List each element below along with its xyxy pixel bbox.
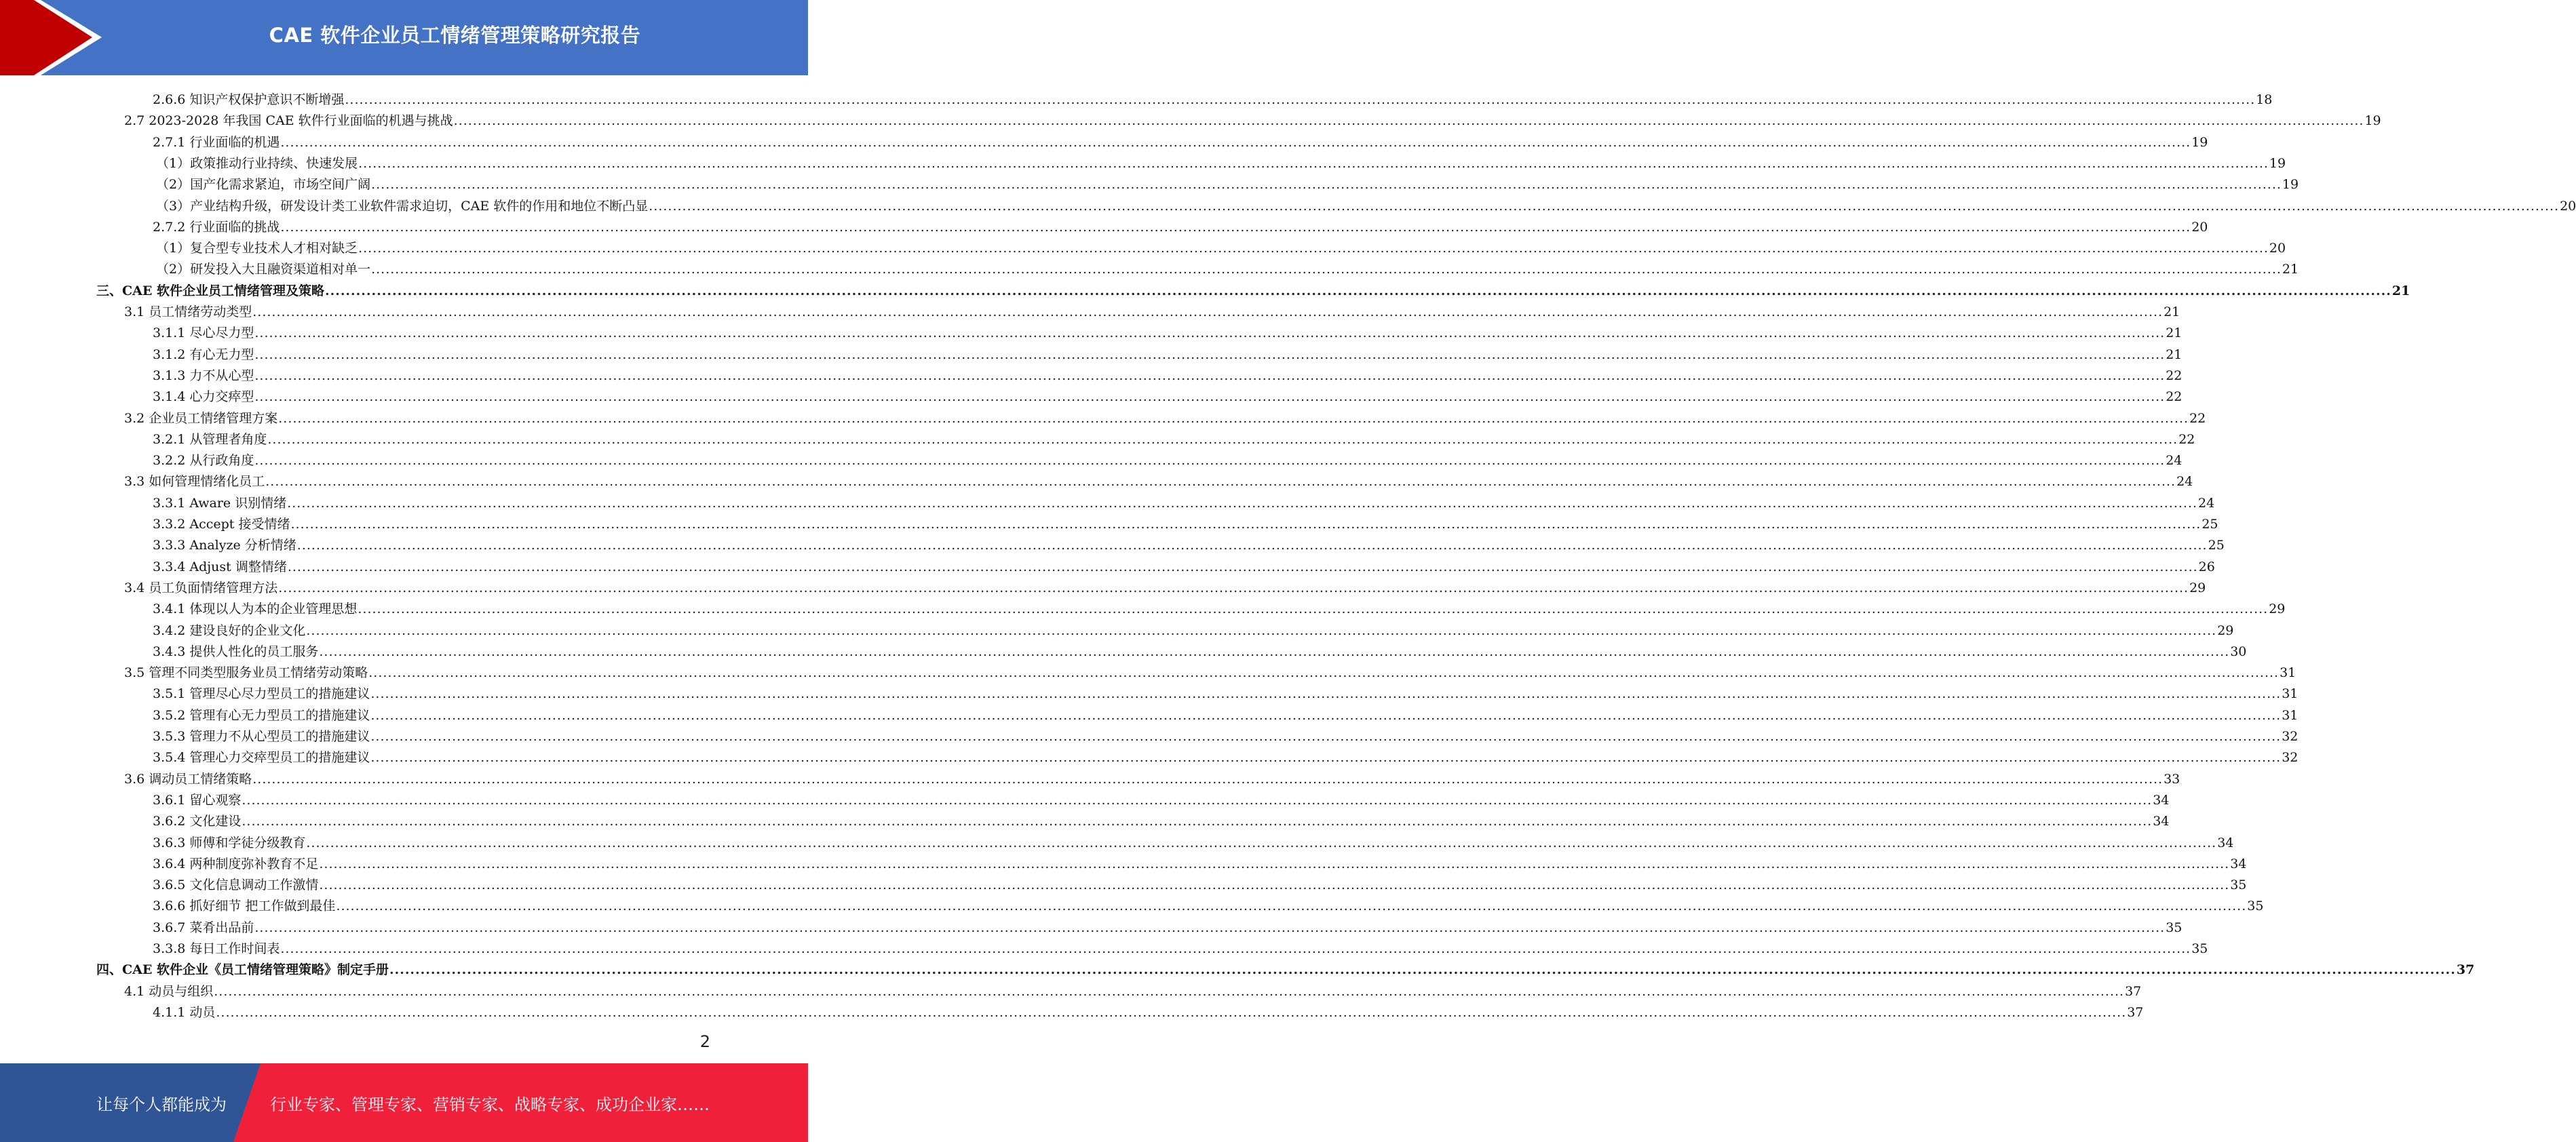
toc-entry-page: 22 [2189, 410, 2206, 426]
toc-entry-page: 29 [2189, 580, 2206, 595]
toc-entry[interactable] [156, 150, 2286, 171]
toc-entry-title: 2.7 2023-2028 年我国 CAE 软件行业面临的机遇与挑战 [124, 113, 453, 129]
toc-entry-title: 3.5.2 管理有心无力型员工的措施建议 [153, 707, 370, 723]
toc-leader-dots: ................................................................................................................................................................................................................................................................................................................................................................................................................ [370, 686, 2282, 702]
toc-entry-title: 3.5.1 管理尽心尽力型员工的措施建议 [153, 686, 370, 702]
toc-leader-dots: ................................................................................................................................................................................................................................................................................................................................................................................................................ [345, 92, 2256, 107]
toc-leader-dots: ................................................................................................................................................................................................................................................................................................................................................................................................................ [214, 983, 2125, 999]
toc-leader-dots: ................................................................................................................................................................................................................................................................................................................................................................................................................ [370, 707, 2282, 723]
toc-entry[interactable] [153, 447, 2183, 469]
toc-entry[interactable] [153, 341, 2183, 362]
toc-entry-title: 四、CAE 软件企业《员工情绪管理策略》制定手册 [96, 962, 389, 978]
toc-entry-title: 3.3.1 Aware 识别情绪 [153, 495, 287, 511]
toc-leader-dots: ................................................................................................................................................................................................................................................................................................................................................................................................................ [254, 368, 2166, 383]
toc-entry[interactable] [153, 871, 2247, 893]
toc-entry-page: 35 [2166, 920, 2183, 935]
toc-entry[interactable] [153, 595, 2286, 617]
toc-entry-page: 21 [2164, 304, 2180, 319]
page-number: 2 [699, 1032, 710, 1051]
toc-entry[interactable] [124, 468, 2193, 490]
toc-entry-page: 31 [2282, 707, 2299, 723]
toc-leader-dots: ................................................................................................................................................................................................................................................................................................................................................................................................................ [267, 431, 2178, 447]
toc-leader-dots: ................................................................................................................................................................................................................................................................................................................................................................................................................ [319, 644, 2230, 659]
chevron-arrow-icon [0, 0, 109, 75]
toc-entry[interactable] [124, 405, 2206, 426]
toc-entry-title: 3.1 员工情绪劳动类型 [124, 304, 252, 319]
footer-slogan-right: 行业专家、管理专家、营销专家、战略专家、成功企业家…… [270, 1095, 710, 1114]
toc-entry-page: 19 [2269, 155, 2286, 171]
toc-leader-dots: ................................................................................................................................................................................................................................................................................................................................................................................................................ [371, 262, 2282, 277]
toc-entry-title: 3.6.7 菜肴出品前 [153, 920, 254, 935]
toc-leader-dots: ................................................................................................................................................................................................................................................................................................................................................................................................................ [290, 517, 2202, 532]
toc-entry[interactable] [153, 383, 2183, 405]
toc-entry-title: 4.1.1 动员 [153, 1004, 216, 1020]
toc-entry-title: 3.3.3 Analyze 分析情绪 [153, 538, 296, 553]
toc-entry[interactable] [153, 892, 2264, 914]
toc-entry-page: 34 [2153, 814, 2170, 829]
toc-entry[interactable] [153, 850, 2247, 871]
toc-entry-page: 31 [2282, 686, 2299, 702]
toc-entry[interactable] [153, 702, 2299, 723]
toc-entry-title: 3.3.8 每日工作时间表 [153, 941, 280, 956]
toc-entry[interactable] [156, 256, 2299, 277]
toc-entry-page: 34 [2230, 856, 2247, 871]
toc-entry[interactable] [153, 914, 2183, 935]
toc-entry[interactable] [124, 766, 2180, 787]
toc-entry-page: 21 [2166, 326, 2183, 341]
toc-entry[interactable] [153, 129, 2208, 150]
toc-entry-title: 3.1.2 有心无力型 [153, 347, 254, 362]
toc-entry[interactable] [153, 744, 2299, 766]
toc-entry-page: 32 [2282, 729, 2299, 744]
toc-entry-page: 22 [2166, 368, 2183, 383]
toc-leader-dots: ................................................................................................................................................................................................................................................................................................................................................................................................................ [278, 410, 2189, 426]
toc-entry-page: 37 [2127, 1004, 2144, 1020]
toc-leader-dots: ................................................................................................................................................................................................................................................................................................................................................................................................................ [306, 835, 2217, 850]
toc-entry[interactable] [153, 617, 2234, 638]
toc-entry-page: 24 [2176, 474, 2193, 490]
toc-entry-title: 3.4 员工负面情绪管理方法 [124, 580, 278, 595]
toc-entry-page: 19 [2364, 113, 2381, 129]
toc-entry[interactable] [153, 680, 2299, 702]
toc-leader-dots: ................................................................................................................................................................................................................................................................................................................................................................................................................ [319, 856, 2230, 871]
toc-leader-dots: ................................................................................................................................................................................................................................................................................................................................................................................................................ [287, 559, 2198, 574]
toc-entry-page: 21 [2166, 347, 2183, 362]
toc-entry-page: 24 [2166, 453, 2183, 469]
toc-entry-title: 3.4.1 体现以人为本的企业管理思想 [153, 602, 358, 617]
toc-leader-dots: ................................................................................................................................................................................................................................................................................................................................................................................................................ [252, 304, 2164, 319]
toc-entry[interactable] [156, 235, 2286, 256]
toc-leader-dots: ................................................................................................................................................................................................................................................................................................................................................................................................................ [324, 283, 2391, 298]
toc-entry[interactable] [156, 171, 2299, 193]
toc-leader-dots: ................................................................................................................................................................................................................................................................................................................................................................................................................ [280, 941, 2191, 956]
toc-entry-title: 2.7.1 行业面临的机遇 [153, 134, 280, 150]
toc-entry-title: 3.3.2 Accept 接受情绪 [153, 517, 290, 532]
toc-entry-title: 3.5.3 管理力不从心型员工的措施建议 [153, 729, 370, 744]
toc-leader-dots: ................................................................................................................................................................................................................................................................................................................................................................................................................ [649, 198, 2560, 214]
toc-entry-page: 34 [2217, 835, 2234, 850]
toc-entry-title: 3.6.6 抓好细节 把工作做到最佳 [153, 899, 336, 914]
toc-leader-dots: ................................................................................................................................................................................................................................................................................................................................................................................................................ [254, 389, 2166, 405]
toc-leader-dots: ................................................................................................................................................................................................................................................................................................................................................................................................................ [254, 453, 2166, 469]
toc-leader-dots: ................................................................................................................................................................................................................................................................................................................................................................................................................ [280, 219, 2191, 235]
toc-entry[interactable] [153, 362, 2183, 383]
toc-entry-title: （2）研发投入大且融资渠道相对单一 [156, 262, 371, 277]
toc-entry-title: （2）国产化需求紧迫，市场空间广阔 [156, 177, 371, 193]
toc-entry[interactable] [96, 277, 2410, 298]
toc-entry-page: 37 [2456, 962, 2475, 978]
toc-leader-dots: ................................................................................................................................................................................................................................................................................................................................................................................................................ [370, 750, 2282, 766]
toc-entry-title: 3.6.1 留心观察 [153, 792, 242, 808]
footer-slogan-left: 让每个人都能成为 [96, 1095, 227, 1114]
toc-entry-page: 30 [2230, 644, 2247, 659]
toc-entry-page: 25 [2208, 538, 2225, 553]
toc-entry-title: 3.4.2 建设良好的企业文化 [153, 623, 306, 638]
toc-entry-page: 19 [2191, 134, 2208, 150]
toc-entry-page: 22 [2178, 431, 2195, 447]
toc-leader-dots: ................................................................................................................................................................................................................................................................................................................................................................................................................ [319, 878, 2230, 893]
toc-entry-page: 25 [2202, 517, 2218, 532]
toc-entry[interactable] [153, 86, 2273, 107]
toc-entry-page: 24 [2198, 495, 2215, 511]
toc-entry-page: 20 [2560, 198, 2576, 214]
toc-entry-title: 3.2 企业员工情绪管理方案 [124, 410, 278, 426]
toc-leader-dots: ................................................................................................................................................................................................................................................................................................................................................................................................................ [368, 665, 2280, 681]
toc-entry[interactable] [124, 107, 2381, 129]
toc-leader-dots: ................................................................................................................................................................................................................................................................................................................................................................................................................ [278, 580, 2189, 595]
toc-entry-page: 29 [2269, 602, 2286, 617]
toc-entry[interactable] [153, 319, 2183, 341]
toc-entry-title: 3.3.4 Adjust 调整情绪 [153, 559, 287, 574]
toc-leader-dots: ................................................................................................................................................................................................................................................................................................................................................................................................................ [254, 326, 2166, 341]
toc-entry-page: 32 [2282, 750, 2299, 766]
toc-entry-title: （1）复合型专业技术人才相对缺乏 [156, 241, 358, 256]
report-title: CAE 软件企业员工情绪管理策略研究报告 [269, 23, 641, 47]
toc-leader-dots: ................................................................................................................................................................................................................................................................................................................................................................................................................ [358, 241, 2269, 256]
toc-leader-dots: ................................................................................................................................................................................................................................................................................................................................................................................................................ [296, 538, 2208, 553]
toc-entry-page: 19 [2282, 177, 2299, 193]
toc-entry-page: 31 [2280, 665, 2296, 681]
toc-entry-title: 3.1.4 心力交瘁型 [153, 389, 254, 405]
toc-entry-title: （3）产业结构升级，研发设计类工业软件需求迫切，CAE 软件的作用和地位不断凸显 [156, 198, 649, 214]
toc-entry-title: 2.6.6 知识产权保护意识不断增强 [153, 92, 345, 107]
toc-entry-title: 3.5 管理不同类型服务业员工情绪劳动策略 [124, 665, 368, 681]
toc-entry-page: 22 [2166, 389, 2183, 405]
toc-entry-page: 26 [2198, 559, 2215, 574]
toc-entry[interactable] [153, 532, 2225, 553]
toc-entry[interactable] [153, 214, 2208, 235]
toc-leader-dots: ................................................................................................................................................................................................................................................................................................................................................................................................................ [453, 113, 2364, 129]
toc-entry-title: 3.5.4 管理心力交瘁型员工的措施建议 [153, 750, 370, 766]
toc-entry-page: 29 [2217, 623, 2234, 638]
toc-leader-dots: ................................................................................................................................................................................................................................................................................................................................................................................................................ [254, 347, 2166, 362]
toc-leader-dots: ................................................................................................................................................................................................................................................................................................................................................................................................................ [265, 474, 2176, 490]
toc-entry-title: 3.1.1 尽心尽力型 [153, 326, 254, 341]
toc-entry-title: 3.6.4 两种制度弥补教育不足 [153, 856, 319, 871]
toc-leader-dots: ................................................................................................................................................................................................................................................................................................................................................................................................................ [287, 495, 2198, 511]
toc-entry[interactable] [153, 426, 2195, 447]
toc-entry[interactable] [124, 978, 2142, 999]
toc-entry-page: 20 [2191, 219, 2208, 235]
toc-entry-title: 3.4.3 提供人性化的员工服务 [153, 644, 319, 659]
toc-entry-page: 35 [2230, 878, 2247, 893]
toc-entry[interactable] [124, 298, 2180, 319]
toc-leader-dots: ................................................................................................................................................................................................................................................................................................................................................................................................................ [306, 623, 2217, 638]
toc-entry-page: 21 [2391, 283, 2410, 298]
toc-entry[interactable] [153, 999, 2144, 1020]
toc-entry[interactable] [153, 638, 2247, 659]
toc-entry-page: 20 [2269, 241, 2286, 256]
page-header [0, 0, 808, 75]
toc-entry[interactable] [156, 193, 2576, 214]
toc-leader-dots: ................................................................................................................................................................................................................................................................................................................................................................................................................ [254, 920, 2166, 935]
toc-entry-page: 37 [2125, 983, 2142, 999]
toc-entry-title: 3.6.5 文化信息调动工作激情 [153, 878, 319, 893]
toc-entry[interactable] [153, 723, 2299, 744]
toc-entry[interactable] [96, 956, 2475, 978]
toc-leader-dots: ................................................................................................................................................................................................................................................................................................................................................................................................................ [389, 962, 2456, 978]
toc-entry-page: 18 [2256, 92, 2273, 107]
toc-entry[interactable] [153, 511, 2218, 532]
toc-entry-title: 2.7.2 行业面临的挑战 [153, 219, 280, 235]
toc-leader-dots: ................................................................................................................................................................................................................................................................................................................................................................................................................ [358, 602, 2269, 617]
toc-entry-title: 3.6.3 师傅和学徒分级教育 [153, 835, 306, 850]
toc-entry-title: 4.1 动员与组织 [124, 983, 214, 999]
toc-entry[interactable] [153, 808, 2170, 829]
toc-entry-page: 21 [2282, 262, 2299, 277]
toc-entry[interactable] [124, 659, 2296, 681]
toc-leader-dots: ................................................................................................................................................................................................................................................................................................................................................................................................................ [280, 134, 2191, 150]
toc-entry[interactable] [124, 574, 2206, 595]
toc-entry[interactable] [153, 553, 2215, 574]
toc-entry-page: 35 [2191, 941, 2208, 956]
toc-entry-page: 34 [2153, 792, 2170, 808]
toc-leader-dots: ................................................................................................................................................................................................................................................................................................................................................................................................................ [358, 155, 2269, 171]
toc-entry-title: 3.2.1 从管理者角度 [153, 431, 267, 447]
toc-entry-title: （1）政策推动行业持续、快速发展 [156, 155, 358, 171]
toc-leader-dots: ................................................................................................................................................................................................................................................................................................................................................................................................................ [242, 792, 2153, 808]
toc-leader-dots: ................................................................................................................................................................................................................................................................................................................................................................................................................ [216, 1004, 2127, 1020]
toc-entry[interactable] [153, 490, 2215, 511]
toc-leader-dots: ................................................................................................................................................................................................................................................................................................................................................................................................................ [252, 771, 2164, 787]
toc-entry-page: 35 [2247, 899, 2264, 914]
toc-entry-title: 3.1.3 力不从心型 [153, 368, 254, 383]
toc-leader-dots: ................................................................................................................................................................................................................................................................................................................................................................................................................ [242, 814, 2153, 829]
toc-entry-page: 33 [2164, 771, 2180, 787]
toc-entry[interactable] [153, 935, 2208, 956]
toc-entry-title: 3.3 如何管理情绪化员工 [124, 474, 265, 490]
toc-entry-title: 3.2.2 从行政角度 [153, 453, 254, 469]
toc-leader-dots: ................................................................................................................................................................................................................................................................................................................................................................................................................ [371, 177, 2282, 193]
toc-entry-title: 3.6.2 文化建设 [153, 814, 242, 829]
toc-entry[interactable] [153, 787, 2170, 808]
toc-entry-title: 3.6 调动员工情绪策略 [124, 771, 252, 787]
toc-entry[interactable] [153, 829, 2234, 850]
toc-leader-dots: ................................................................................................................................................................................................................................................................................................................................................................................................................ [370, 729, 2282, 744]
page-footer [0, 1063, 808, 1142]
toc-entry-title: 三、CAE 软件企业员工情绪管理及策略 [96, 283, 324, 298]
toc-leader-dots: ................................................................................................................................................................................................................................................................................................................................................................................................................ [336, 899, 2247, 914]
